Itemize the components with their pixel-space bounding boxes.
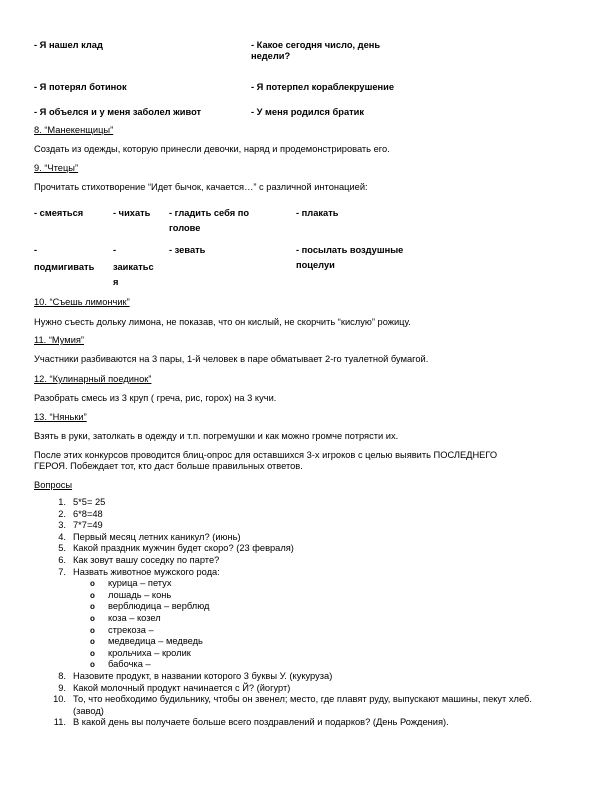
list-item: 9. Какой молочный продукт начинается с Й? (йогурт) [58, 682, 291, 693]
contest-13-title: 13. “Няньки” [34, 412, 87, 422]
bullet-icon: o [90, 590, 95, 600]
animal-item: o крольчиха – кролик [90, 647, 191, 658]
bullet-icon: o [90, 579, 95, 589]
phrase-2-line2: недели? [251, 51, 291, 61]
contest-10-text: Нужно съесть дольку лимона, не показав, что он кислый, не скорчить “кислую” рожицу. [34, 317, 411, 327]
list-item: 3. 7*7=49 [58, 520, 103, 531]
intonation-stroke [169, 208, 249, 234]
bullet-icon: o [90, 625, 95, 635]
contest-9-text: Прочитать стихотворение “Идет бычок, качается…” с различной интонацией: [34, 182, 368, 192]
phrase-3: - Я потерял ботинок [34, 82, 127, 92]
contest-8-text: Создать из одежды, которую принесли девочки, наряд и продемонстрировать его. [34, 144, 390, 154]
intonation-stutter-dash: - [113, 245, 117, 255]
intonation-laugh: - смеяться [34, 208, 84, 218]
contest-10-title: 10. “Съешь лимончик” [34, 297, 130, 307]
phrase-2-line1: - Какое сегодня число, день [251, 40, 381, 50]
animal-item: o медведица – медведь [90, 636, 203, 647]
intonation-stutter [113, 262, 154, 288]
list-item: 6. Как зовут вашу соседку по парте? [58, 554, 220, 565]
list-item: 10. То, что необходимо будильнику, чтобы он звенел; место, где плавят руду, выпускают машины, пекут хлеб. [53, 694, 532, 705]
intonation-kisses-line2: поцелуи [296, 260, 335, 270]
list-item: 2. 6*8=48 [58, 508, 103, 519]
phrase-4: - Я потерпел кораблекрушение [251, 82, 395, 92]
intonation-kisses-line1: - посылать воздушные [296, 245, 404, 255]
animal-item: o бабочка – [90, 659, 151, 670]
animal-item: o курица – петух [90, 578, 172, 589]
bullet-icon: o [90, 613, 95, 623]
bullet-icon: o [90, 648, 95, 658]
phrase-5: - Я объелся и у меня заболел живот [34, 107, 202, 117]
intonation-stutter-line2: я [113, 277, 119, 287]
list-item: 5. Какой праздник мужчин будет скоро? (23 февраля) [58, 543, 294, 554]
intonation-stroke-line2: голове [169, 223, 201, 233]
phrase-2 [251, 40, 380, 62]
intonation-wink-dash: - [34, 245, 38, 255]
intonation-yawn: - зевать [169, 245, 206, 255]
contest-11-title: 11. “Мумия” [34, 335, 85, 345]
contest-12-text: Разобрать смесь из 3 круп ( греча, рис, горох) на 3 кучи. [34, 393, 277, 403]
phrase-1: - Я нашел клад [34, 40, 103, 50]
contest-13-text: Взять в руки, затолкать в одежду и т.п. погремушки и как можно громче потрясти их. [34, 431, 399, 441]
intonation-wink: подмигивать [34, 262, 95, 272]
list-item: 4. Первый месяц летних каникул? (июнь) [58, 531, 241, 542]
animal-item: o стрекоза – [90, 624, 154, 635]
contest-12-title: 12. “Кулинарный поединок” [34, 374, 152, 384]
intonation-sneeze: - чихать [113, 208, 151, 218]
phrase-6: - У меня родился братик [251, 107, 365, 117]
intonation-stutter-line1: заикатьс [113, 262, 154, 272]
intonation-kisses [296, 245, 403, 271]
questions-list [48, 497, 588, 729]
animal-item: o лошадь – конь [90, 589, 172, 600]
blitz-paragraph [34, 450, 497, 472]
contest-9-title: 9. “Чтецы” [34, 163, 79, 173]
blitz-line1: После этих конкурсов проводится блиц-опрос для оставшихся 3-х игроков с целью выявить ПОСЛЕДНЕГО [34, 450, 498, 460]
intonation-cry: - плакать [296, 208, 339, 218]
contest-8-title: 8. “Манекенщицы” [34, 125, 114, 135]
bullet-icon: o [90, 602, 95, 612]
contest-11-text: Участники разбиваются на 3 пары, 1-й человек в паре обматывает 2-го туалетной бумагой. [34, 354, 429, 364]
list-item-continuation: (завод) [73, 705, 104, 716]
intonation-stroke-line1: - гладить себя по [169, 208, 250, 218]
bullet-icon: o [90, 660, 95, 670]
list-item: 1. 5*5= 25 [58, 497, 106, 507]
blitz-line2: ГЕРОЯ. Побеждает тот, кто даст больше правильных ответов. [34, 461, 303, 471]
animal-item: o верблюдица – верблюд [90, 601, 210, 612]
list-item: 8. Назовите продукт, в названии которого 3 буквы У. (кукуруза) [58, 670, 333, 681]
questions-title: Вопросы [34, 480, 73, 490]
animal-item: o коза – козел [90, 612, 161, 623]
list-item: 7. Назвать животное мужского рода: [58, 566, 220, 577]
list-item: 11. В какой день вы получаете больше всего поздравлений и подарков? (День Рождения). [53, 717, 449, 728]
bullet-icon: o [90, 637, 95, 647]
